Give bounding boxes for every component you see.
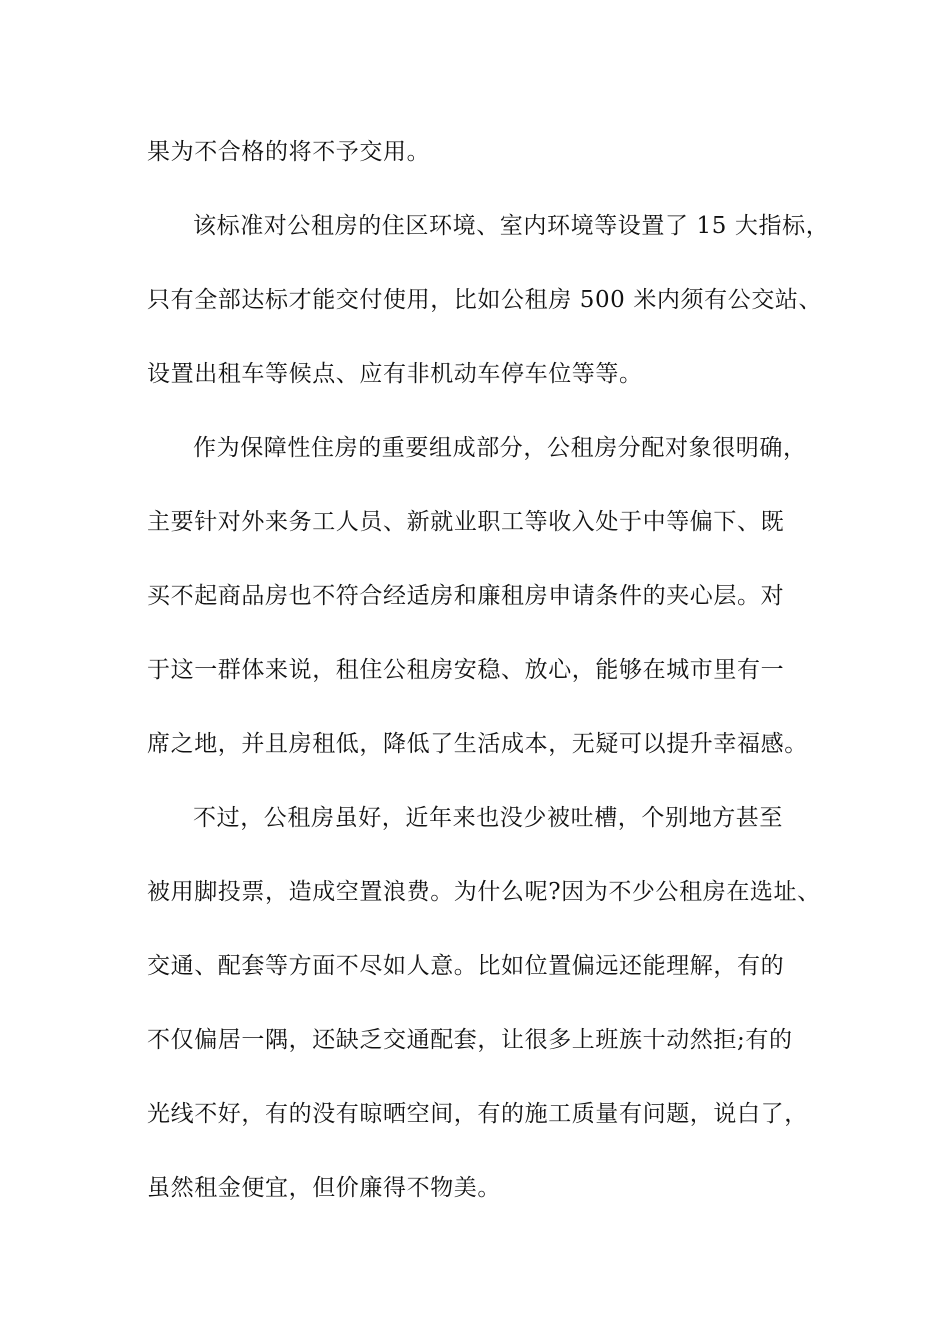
paragraph-2-line-2: 只有全部达标才能交付使用，比如公租房 500 米内须有公交站、 xyxy=(147,287,823,313)
paragraph-4-line-2: 被用脚投票，造成空置浪费。为什么呢?因为不少公租房在选址、 xyxy=(147,879,821,905)
paragraph-4-line-3: 交通、配套等方面不尽如人意。比如位置偏远还能理解，有的 xyxy=(147,953,785,979)
paragraph-4-line-4: 不仅偏居一隅，还缺乏交通配套，让很多上班族十动然拒;有的 xyxy=(147,1027,793,1053)
paragraph-3-line-1: 作为保障性住房的重要组成部分，公租房分配对象很明确， xyxy=(193,435,807,461)
text-line-1: 果为不合格的将不予交用。 xyxy=(147,139,431,165)
paragraph-2-line-1: 该标准对公租房的住区环境、室内环境等设置了 15 大指标， xyxy=(193,213,830,239)
paragraph-4-line-1: 不过，公租房虽好，近年来也没少被吐槽，个别地方甚至 xyxy=(193,805,783,831)
paragraph-4-line-6: 虽然租金便宜，但价廉得不物美。 xyxy=(147,1175,501,1201)
paragraph-3-line-5: 席之地，并且房租低，降低了生活成本，无疑可以提升幸福感。 xyxy=(147,731,808,757)
paragraph-2-line-3: 设置出租车等候点、应有非机动车停车位等等。 xyxy=(147,361,643,387)
paragraph-3-line-2: 主要针对外来务工人员、新就业职工等收入处于中等偏下、既 xyxy=(147,509,785,535)
paragraph-3-line-3: 买不起商品房也不符合经适房和廉租房申请条件的夹心层。对 xyxy=(147,583,785,609)
paragraph-3-line-4: 于这一群体来说，租住公租房安稳、放心，能够在城市里有一 xyxy=(147,657,785,683)
paragraph-4-line-5: 光线不好，有的没有晾晒空间，有的施工质量有问题，说白了， xyxy=(147,1101,808,1127)
